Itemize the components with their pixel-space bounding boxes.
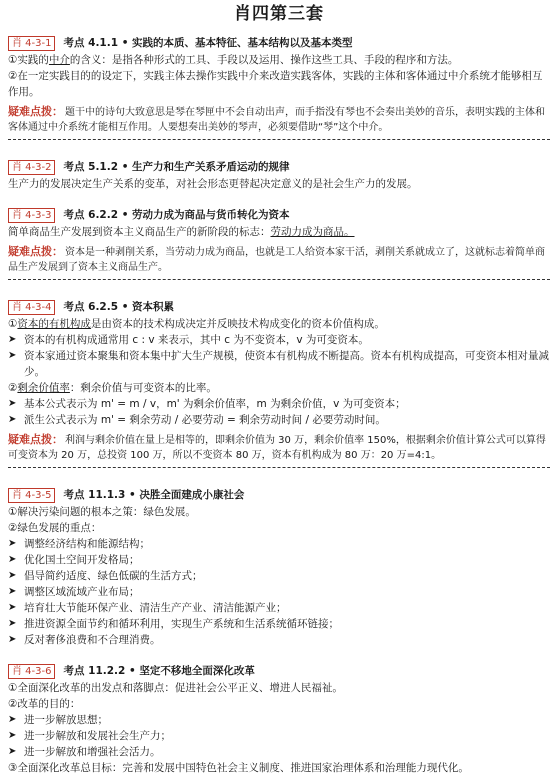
question-tag: 肖 4-3-1	[8, 36, 55, 51]
section-header	[8, 34, 550, 52]
text-line: ①全面深化改革的出发点和落脚点：促进社会公平正义、增进人民福祉。	[8, 682, 343, 694]
text-line: ②绿色发展的重点：	[8, 522, 102, 534]
list-item: ➤ 进一步解放和增强社会活力。	[8, 746, 161, 758]
text-line: ①资本的有机构成是由资本的技术构成决定并反映技术构成变化的资本价值构成。	[8, 318, 385, 330]
page-title: 肖四第三套	[234, 4, 324, 24]
arrow-icon: ➤	[8, 714, 17, 725]
section-header	[8, 662, 550, 680]
arrow-icon: ➤	[8, 554, 17, 565]
list-item: ➤ 资本家通过资本聚集和资本集中扩大生产规模，使资本有机构成不断提高。资本有机构成提高，可变资本相对量减少。	[8, 350, 549, 378]
arrow-icon: ➤	[8, 730, 17, 741]
section-title: 考点 4.1.1 • 实践的本质、基本特征、基本结构以及基本类型	[63, 37, 353, 49]
tip-label: 疑难点拨：	[8, 105, 63, 118]
document-page	[8, 0, 550, 776]
list-item: ➤ 进一步解放思想；	[8, 714, 108, 726]
question-tag: 肖 4-3-4	[8, 300, 55, 315]
section-header	[8, 298, 550, 316]
tip-box	[8, 102, 550, 140]
section-4-3-2	[8, 158, 550, 192]
tip-label: 疑难点拨：	[8, 433, 63, 446]
tip-box	[8, 242, 550, 280]
arrow-icon: ➤	[8, 334, 17, 345]
section-4-3-3	[8, 206, 550, 280]
list-item: ➤ 调整区域流域产业布局；	[8, 586, 140, 598]
arrow-icon: ➤	[8, 618, 17, 629]
text-line: ②在一定实践目的的设定下，实践主体去操作实践中介来改造实践客体，实践的主体和客体通过中介系统才能够相互作用。	[8, 70, 543, 98]
question-tag: 肖 4-3-5	[8, 488, 55, 503]
list-item: ➤ 进一步解放和发展社会生产力；	[8, 730, 171, 742]
arrow-icon: ➤	[8, 586, 17, 597]
question-tag: 肖 4-3-2	[8, 160, 55, 175]
arrow-icon: ➤	[8, 746, 17, 757]
arrow-icon: ➤	[8, 350, 17, 361]
section-title: 考点 11.1.3 • 决胜全面建成小康社会	[63, 489, 245, 501]
section-4-3-5	[8, 486, 550, 648]
arrow-icon: ➤	[8, 570, 17, 581]
tip-text: 题干中的诗句大致意思是琴在琴匣中不会自动出声，而手指没有琴也不会奏出美妙的音乐，表明实践的主体和客体通过中介系统才能相互作用。人要想奏出美妙的琴声，必须要借助“琴”这个中介。	[8, 107, 545, 133]
tip-box	[8, 430, 550, 468]
tip-text: 资本是一种剥削关系，当劳动力成为商品，也就是工人给资本家干活，剥削关系就成立了，这就标志着简单商品生产发展到了资本主义商品生产。	[8, 247, 545, 273]
arrow-icon: ➤	[8, 634, 17, 645]
section-4-3-4	[8, 298, 550, 468]
list-item: ➤ 倡导简约适度、绿色低碳的生活方式；	[8, 570, 203, 582]
arrow-icon: ➤	[8, 602, 17, 613]
text-line: 生产力的发展决定生产关系的变革，对社会形态更替起决定意义的是社会生产力的发展。	[8, 178, 418, 190]
section-header	[8, 206, 550, 224]
arrow-icon: ➤	[8, 398, 17, 409]
text-line: ②剩余价值率：剩余价值与可变资本的比率。	[8, 382, 217, 394]
list-item: ➤ 资本的有机构成通常用 c : v 来表示，其中 c 为不变资本，v 为可变资本。	[8, 334, 369, 346]
text-line: ③全面深化改革总目标：完善和发展中国特色社会主义制度、推进国家治理体系和治理能力现代化。	[8, 762, 469, 774]
text-line: ①解决污染问题的根本之策：绿色发展。	[8, 506, 196, 518]
arrow-icon: ➤	[8, 538, 17, 549]
list-item: ➤ 培育壮大节能环保产业、清洁生产产业、清洁能源产业；	[8, 602, 287, 614]
list-item: ➤ 推进资源全面节约和循环利用，实现生产系统和生活系统循环链接；	[8, 618, 339, 630]
list-item: ➤ 派生公式表示为 m' = 剩余劳动 / 必要劳动 = 剩余劳动时间 / 必要劳动时间。	[8, 414, 386, 426]
section-title: 考点 6.2.2 • 劳动力成为商品与货币转化为资本	[63, 209, 290, 221]
section-title: 考点 6.2.5 • 资本积累	[63, 301, 175, 313]
text-line: ①实践的中介的含义：是指各种形式的工具、手段以及运用、操作这些工具、手段的程序和方法。	[8, 54, 459, 66]
list-item: ➤ 优化国土空间开发格局；	[8, 554, 140, 566]
list-item: ➤ 调整经济结构和能源结构；	[8, 538, 150, 550]
text-line: 简单商品生产发展到资本主义商品生产的新阶段的标志：劳动力成为商品。	[8, 226, 355, 238]
tip-label: 疑难点拨：	[8, 245, 63, 258]
section-header	[8, 158, 550, 176]
list-item: ➤ 反对奢侈浪费和不合理消费。	[8, 634, 161, 646]
section-header	[8, 486, 550, 504]
text-line: ②改革的目的：	[8, 698, 81, 710]
section-4-3-6	[8, 662, 550, 776]
arrow-icon: ➤	[8, 414, 17, 425]
section-title: 考点 11.2.2 • 坚定不移地全面深化改革	[63, 665, 255, 677]
section-4-3-1	[8, 34, 550, 140]
section-title: 考点 5.1.2 • 生产力和生产关系矛盾运动的规律	[63, 161, 290, 173]
question-tag: 肖 4-3-6	[8, 664, 55, 679]
tip-text: 利润与剩余价值在量上是相等的，即剩余价值为 30 万，剩余价值率 150%，根据剩余价值计算公式可以算得可变资本为 20 万，总投资 100 万，所以不变资本 80 万，资本有机构成为 80 万：20 万=4:1。	[8, 435, 546, 461]
question-tag: 肖 4-3-3	[8, 208, 55, 223]
list-item: ➤ 基本公式表示为 m' = m / v，m' 为剩余价值率，m 为剩余价值，v 为可变资本；	[8, 398, 406, 410]
